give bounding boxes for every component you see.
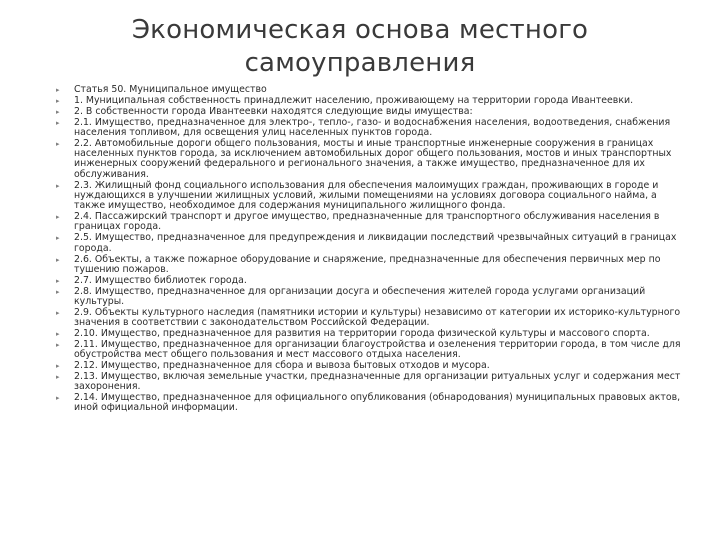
list-item xyxy=(56,96,686,106)
list-item-text: 2.8. Имущество, предназначенное для организации досуга и обеспечения жителей города услугами организаций культуры. xyxy=(74,285,646,307)
list-item-text: 2.4. Пассажирский транспорт и другое имущество, предназначенные для транспортного обслуживания населения в границах города. xyxy=(74,211,660,233)
list-item-text: 2.2. Автомобильные дороги общего пользования, мосты и иные транспортные инженерные сооружения в границах населенных пунктов города, за исключением автомобильных дорог общего пользования, мостов и иных транспортных инженерных сооружений федерального и регионального значения, а также имущество, предназначенное для их обслуживания. xyxy=(74,137,672,180)
bullet-arrow-icon: ▸ xyxy=(56,276,60,285)
list-item xyxy=(56,212,686,233)
list-item-text: 2.3. Жилищный фонд социального использования для обеспечения малоимущих граждан, проживающих в городе и нуждающихся в улучшении жилищных условий, жилыми помещениями на условиях договора социального найма, а также имущество, необходимое для содержания муниципального жилищного фонда. xyxy=(74,179,659,212)
list-item xyxy=(56,340,686,361)
list-item xyxy=(56,361,686,371)
bullet-arrow-icon: ▸ xyxy=(56,362,60,371)
list-item xyxy=(56,308,686,329)
list-item-text: 2.7. Имущество библиотек города. xyxy=(74,274,247,286)
bullet-arrow-icon: ▸ xyxy=(56,340,60,349)
list-item xyxy=(56,233,686,254)
list-item-text: 1. Муниципальная собственность принадлежит населению, проживающему на территории города Ивантеевки. xyxy=(74,94,634,106)
list-item xyxy=(56,276,686,286)
slide-title: Экономическая основа местного самоуправления xyxy=(131,15,589,78)
list-item xyxy=(56,118,686,139)
list-item-text: Статья 50. Муниципальное имущество xyxy=(74,84,267,95)
list-item-text: 2.9. Объекты культурного наследия (памятники истории и культуры) независимо от категории их историко-культурного значения в соответствии с законодательством Российской Федерации. xyxy=(74,306,681,329)
list-item-text: 2.12. Имущество, предназначенное для сбора и вывоза бытовых отходов и мусора. xyxy=(74,360,490,372)
list-item xyxy=(56,85,686,95)
list-item-text: 2.1. Имущество, предназначенное для электро-, тепло-, газо- и водоснабжения населения, водоотведения, снабжения населения топливом, для освещения улиц населенных пунктов города. xyxy=(74,116,671,138)
bullet-arrow-icon: ▸ xyxy=(56,181,60,190)
list-item-text: 2. В собственности города Ивантеевки находятся следующие виды имущества: xyxy=(74,105,473,117)
article-list xyxy=(56,85,686,414)
list-item-text: 2.11. Имущество, предназначенное для организации благоустройства и озеленения территории города, в том числе для обустройства мест общего пользования и мест массового отдыха населения. xyxy=(74,338,681,361)
bullet-arrow-icon: ▸ xyxy=(56,107,60,116)
list-item xyxy=(56,372,686,393)
bullet-arrow-icon: ▸ xyxy=(56,234,60,243)
bullet-arrow-icon: ▸ xyxy=(56,86,60,94)
bullet-arrow-icon: ▸ xyxy=(56,394,60,403)
bullet-arrow-icon: ▸ xyxy=(56,329,60,338)
list-item-text: 2.13. Имущество, включая земельные участки, предназначенные для организации ритуальных услуг и содержания мест захоронения. xyxy=(74,370,681,393)
bullet-arrow-icon: ▸ xyxy=(56,287,60,296)
list-item xyxy=(56,181,686,212)
bullet-arrow-icon: ▸ xyxy=(56,255,60,264)
list-item-text: 2.6. Объекты, а также пожарное оборудование и снаряжение, предназначенные для обеспечения первичных мер по тушению пожаров. xyxy=(74,253,661,275)
list-item-text: 2.10. Имущество, предназначенное для развития на территории города физической культуры и массового спорта. xyxy=(74,327,650,339)
bullet-arrow-icon: ▸ xyxy=(56,118,60,127)
list-item xyxy=(56,329,686,339)
bullet-arrow-icon: ▸ xyxy=(56,213,60,222)
bullet-arrow-icon: ▸ xyxy=(56,96,60,105)
list-item xyxy=(56,393,686,414)
list-item xyxy=(56,255,686,276)
bullet-arrow-icon: ▸ xyxy=(56,372,60,381)
list-item xyxy=(56,287,686,308)
bullet-arrow-icon: ▸ xyxy=(56,308,60,317)
list-item-text: 2.14. Имущество, предназначенное для официального опубликования (обнародования) муниципальных правовых актов, иной официальной информации. xyxy=(74,392,681,414)
list-item-text: 2.5. Имущество, предназначенное для предупреждения и ликвидации последствий чрезвычайных ситуаций в границах города. xyxy=(74,232,677,254)
list-item xyxy=(56,139,686,180)
bullet-arrow-icon: ▸ xyxy=(56,139,60,148)
list-item xyxy=(56,107,686,117)
